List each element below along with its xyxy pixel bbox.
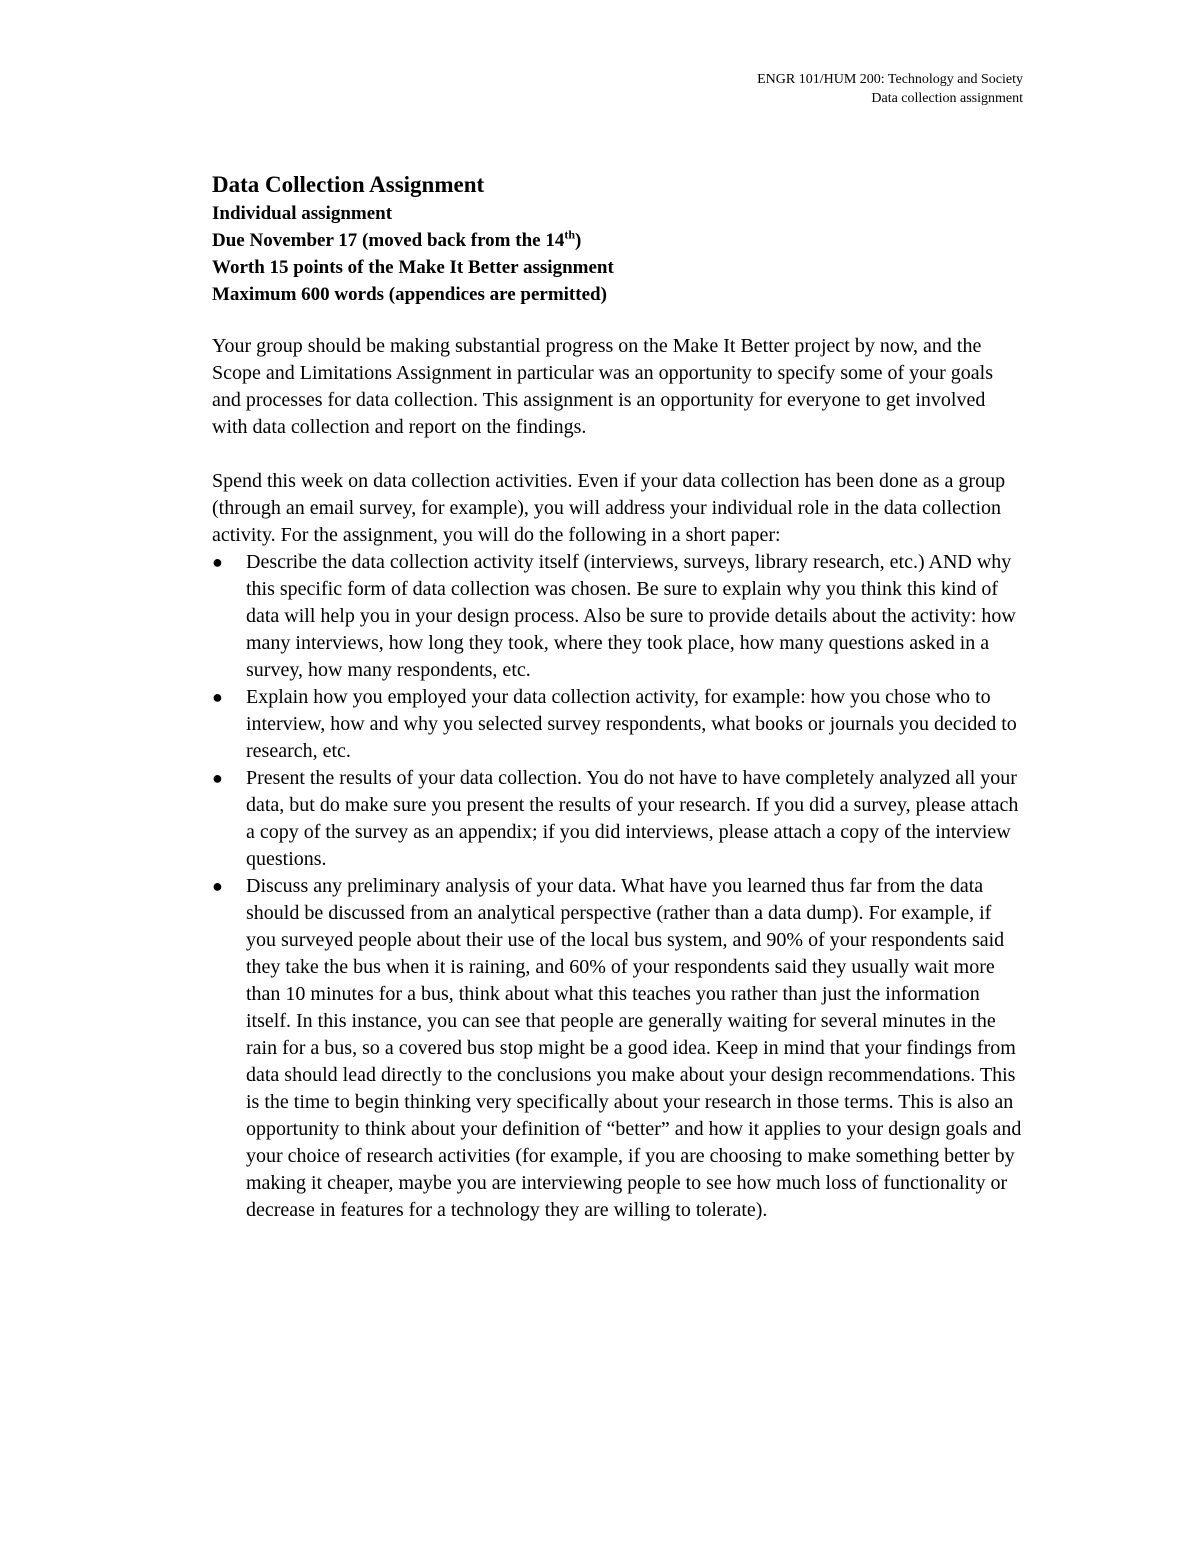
bullet-icon: ●	[212, 687, 223, 707]
task-list	[212, 549, 1022, 1224]
task-item	[212, 765, 1022, 873]
task-item	[212, 684, 1022, 765]
header-course: ENGR 101/HUM 200: Technology and Society	[757, 72, 1023, 87]
task-text: Discuss any preliminary analysis of your data. What have you learned thus far from the data should be discussed from an analytical perspective (rather than a data dump). For example, if you surveyed people about their use of the local bus system, and 90% of your respondents said they take the bus when it is raining, and 60% of your respondents said they usually wait more than 10 minutes for a bus, think about what this teaches you rather than just the information itself. In this instance, you can see that people are generally waiting for several minutes in the rain for a bus, so a covered bus stop might be a good idea. Keep in mind that your findings from data should lead directly to the conclusions you make about your design recommendations. This is the time to begin thinking very specifically about your research in those terms. This is also an opportunity to think about your definition of “better” and how it applies to your design goals and your choice of research activities (for example, if you are choosing to make something better by making it cheaper, maybe you are interviewing people to see how much loss of functionality or decrease in features for a technology they are willing to tolerate).	[246, 875, 1022, 1221]
due-date	[212, 227, 1022, 254]
spacer	[212, 441, 1022, 468]
bullet-icon: ●	[212, 768, 223, 788]
spacer	[212, 308, 1022, 333]
running-header	[757, 70, 1023, 108]
due-date-ordinal: th	[564, 227, 576, 242]
task-item	[212, 873, 1022, 1224]
document-body	[212, 170, 1022, 1224]
bullet-icon: ●	[212, 876, 223, 896]
point-value: Worth 15 points of the Make It Better assignment	[212, 257, 614, 278]
document-title: Data Collection Assignment	[212, 172, 485, 197]
due-date-text: Due November 17 (moved back from the 14	[212, 230, 565, 251]
header-doc-name: Data collection assignment	[871, 91, 1023, 106]
task-text: Describe the data collection activity itself (interviews, surveys, library research, etc.) AND why this specific form of data collection was chosen. Be sure to explain why you think this kind of data will help you in your design process. Also be sure to provide details about the activity: how many interviews, how long they took, where they took place, how many questions asked in a survey, how many respondents, etc.	[246, 551, 1016, 681]
bullet-icon: ●	[212, 552, 223, 572]
word-limit: Maximum 600 words (appendices are permitted)	[212, 284, 607, 305]
due-date-close: )	[575, 230, 582, 251]
intro-paragraph: Your group should be making substantial progress on the Make It Better project by now, and the Scope and Limitations Assignment in particular was an opportunity to specify some of your goals and processes for data collection. This assignment is an opportunity for everyone to get involved with data collection and report on the findings.	[212, 335, 993, 438]
task-text: Present the results of your data collection. You do not have to have completely analyzed all your data, but do make sure you present the results of your research. If you did a survey, please attach a copy of the survey as an appendix; if you did interviews, please attach a copy of the interview questions.	[246, 767, 1019, 870]
task-text: Explain how you employed your data collection activity, for example: how you chose who to interview, how and why you selected survey respondents, what books or journals you decided to research, etc.	[246, 686, 1017, 762]
assignment-type: Individual assignment	[212, 203, 393, 224]
task-item	[212, 549, 1022, 684]
instructions-paragraph: Spend this week on data collection activities. Even if your data collection has been done as a group (through an email survey, for example), you will address your individual role in the data collection activity. For the assignment, you will do the following in a short paper:	[212, 470, 1006, 546]
